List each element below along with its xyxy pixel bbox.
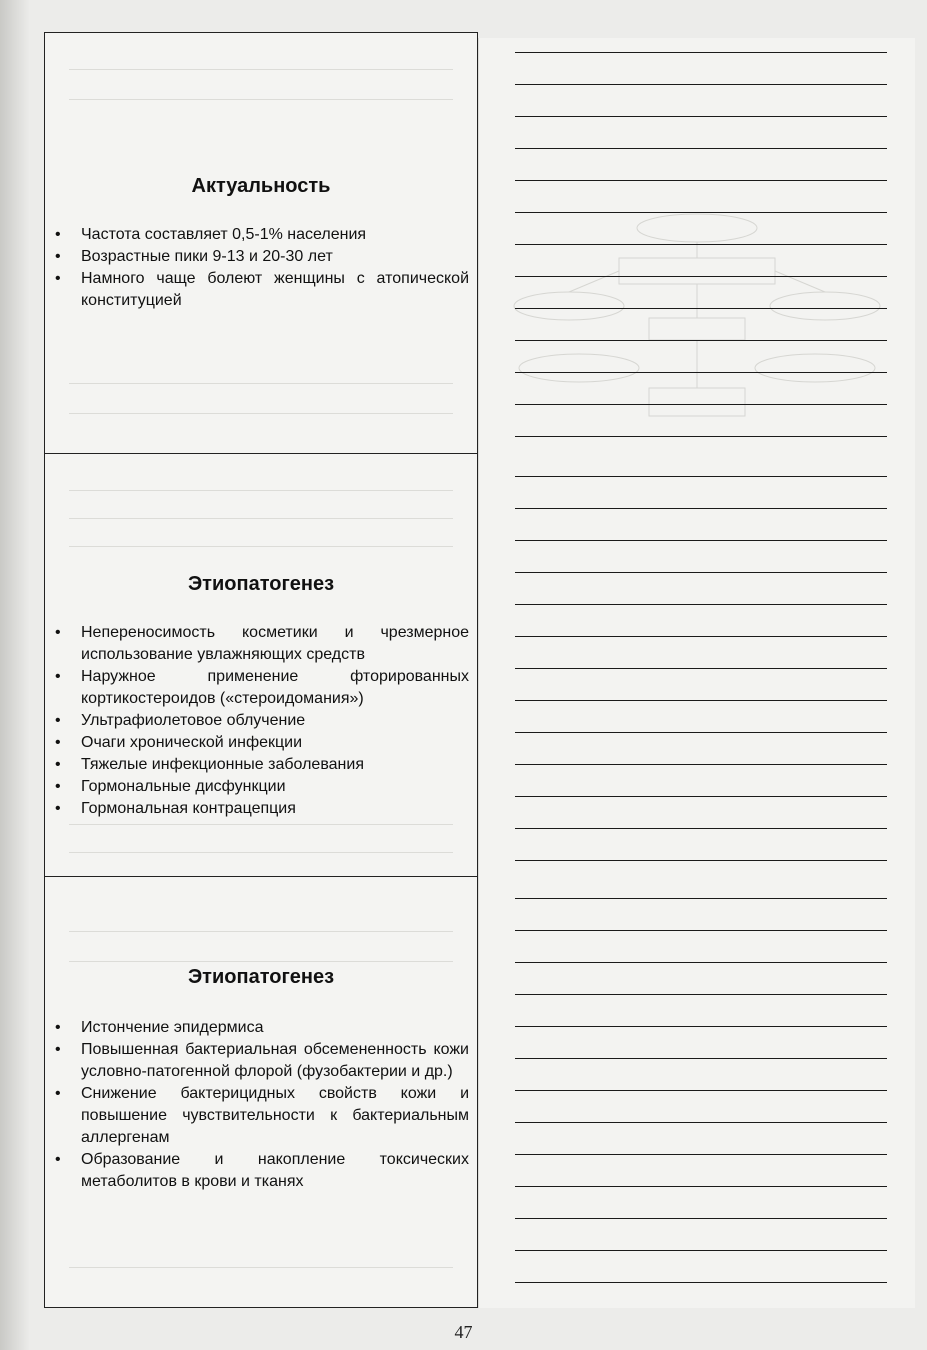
note-line xyxy=(515,372,887,373)
bullet-item: • Очаги хронической инфекции xyxy=(55,732,469,754)
note-line xyxy=(515,1186,887,1187)
slide-title: Этиопатогенез xyxy=(187,966,335,988)
note-line xyxy=(515,84,887,85)
bullet-list xyxy=(55,622,469,820)
ghost-line xyxy=(69,931,453,932)
notes-page xyxy=(478,38,915,1308)
bullet-item: • Гормональная контрацепция xyxy=(55,798,469,820)
slide-etiopathogenesis-1 xyxy=(45,454,477,877)
note-line xyxy=(515,994,887,995)
bullet-list xyxy=(55,1017,469,1193)
slide-actuality xyxy=(45,33,477,454)
note-line xyxy=(515,308,887,309)
note-line xyxy=(515,1218,887,1219)
ghost-line xyxy=(69,824,453,825)
ghost-line xyxy=(69,961,453,962)
note-line xyxy=(515,1058,887,1059)
ghost-line xyxy=(69,69,453,70)
note-line xyxy=(515,796,887,797)
note-line xyxy=(515,476,887,477)
ghost-line xyxy=(69,518,453,519)
ghost-line xyxy=(69,852,453,853)
note-line xyxy=(515,1282,887,1283)
ghost-line xyxy=(69,546,453,547)
slide-title: Этиопатогенез xyxy=(187,573,335,595)
bullet-item: • Образование и накопление токсических метаболитов в крови и тканях xyxy=(55,1149,469,1193)
slides-column xyxy=(44,32,478,1308)
bullet-list xyxy=(55,224,469,312)
bullet-item: • Возрастные пики 9-13 и 20-30 лет xyxy=(55,246,469,268)
note-line xyxy=(515,1154,887,1155)
note-line xyxy=(515,436,887,437)
note-line xyxy=(515,860,887,861)
note-line xyxy=(515,764,887,765)
note-line xyxy=(515,244,887,245)
note-line xyxy=(515,1250,887,1251)
note-line xyxy=(515,636,887,637)
note-line xyxy=(515,116,887,117)
note-line xyxy=(515,700,887,701)
note-line xyxy=(515,604,887,605)
note-line xyxy=(515,572,887,573)
bullet-item: • Намного чаще болеют женщины с атопической конституцией xyxy=(55,268,469,312)
note-line xyxy=(515,962,887,963)
bullet-item: • Истончение эпидермиса xyxy=(55,1017,469,1039)
note-line xyxy=(515,148,887,149)
ghost-line xyxy=(69,490,453,491)
note-line xyxy=(515,276,887,277)
bullet-item: • Повышенная бактериальная обсемененность кожи условно-патогенной флорой (фузобактерии и др.) xyxy=(55,1039,469,1083)
note-line xyxy=(515,508,887,509)
bullet-item: • Частота составляет 0,5-1% населения xyxy=(55,224,469,246)
page-number: 47 xyxy=(454,1322,473,1342)
note-line xyxy=(515,340,887,341)
slide-etiopathogenesis-2 xyxy=(45,877,477,1307)
bullet-item: • Снижение бактерицидных свойств кожи и повышение чувствительности к бактериальным аллергенам xyxy=(55,1083,469,1149)
ghost-line xyxy=(69,383,453,384)
bullet-item: • Наружное применение фторированных кортикостероидов («стероидомания») xyxy=(55,666,469,710)
bullet-item: • Ультрафиолетовое облучение xyxy=(55,710,469,732)
page-edge-shadow xyxy=(0,0,30,1350)
note-line xyxy=(515,1026,887,1027)
note-line xyxy=(515,180,887,181)
note-line xyxy=(515,1090,887,1091)
note-line xyxy=(515,540,887,541)
note-line xyxy=(515,404,887,405)
note-line xyxy=(515,732,887,733)
note-line xyxy=(515,930,887,931)
ghost-line xyxy=(69,413,453,414)
note-line xyxy=(515,212,887,213)
slide-title: Актуальность xyxy=(191,175,331,197)
bullet-item: • Тяжелые инфекционные заболевания xyxy=(55,754,469,776)
note-line xyxy=(515,898,887,899)
note-line xyxy=(515,668,887,669)
bullet-item: • Гормональные дисфункции xyxy=(55,776,469,798)
note-line xyxy=(515,828,887,829)
note-line xyxy=(515,1122,887,1123)
ghost-line xyxy=(69,1267,453,1268)
ghost-line xyxy=(69,99,453,100)
bullet-item: • Непереносимость косметики и чрезмерное использование увлажняющих средств xyxy=(55,622,469,666)
note-line xyxy=(515,52,887,53)
